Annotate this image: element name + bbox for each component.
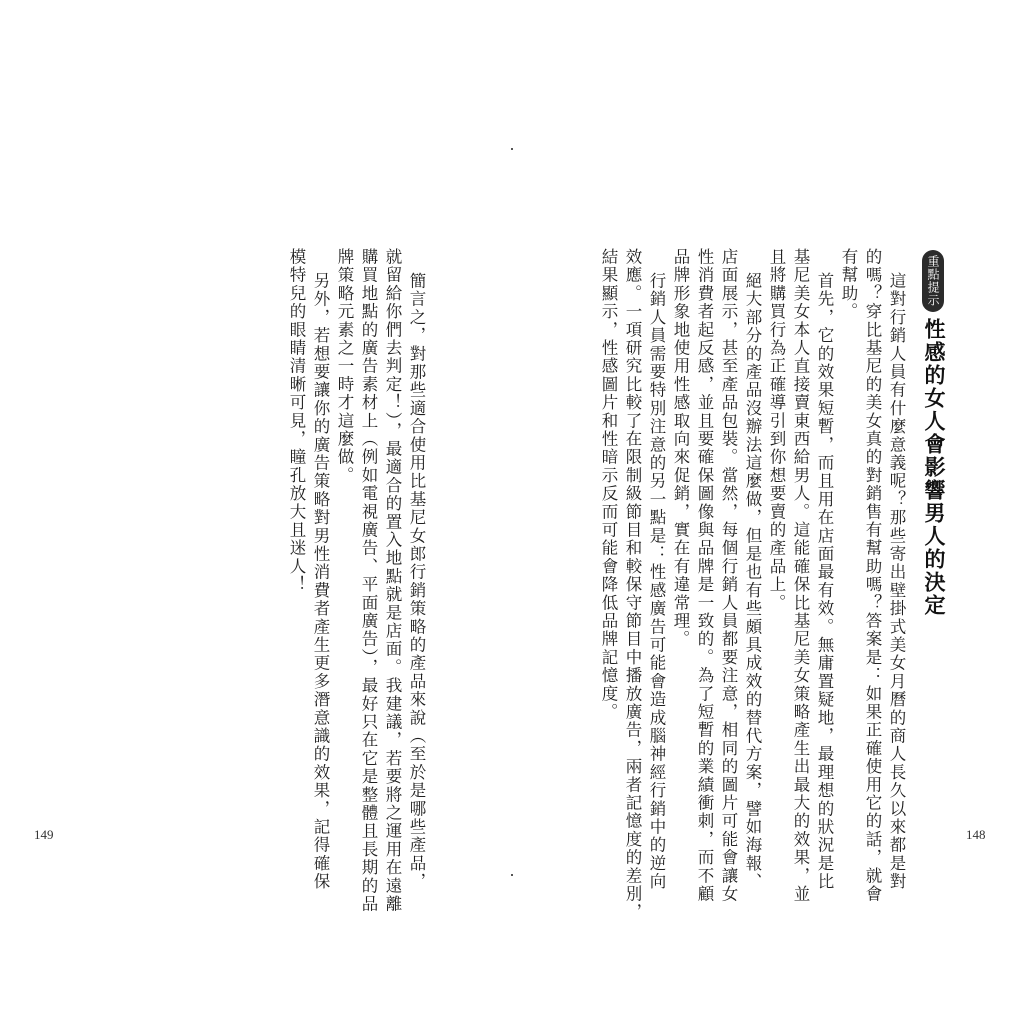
text-line: 購買地點的廣告素材上（例如電視廣告、平面廣告），最好只在它是整體且長期的品: [359, 248, 378, 914]
text-line: 且將購買行為正確導引到你想要賣的產品上。: [767, 248, 786, 612]
text-line: 有幫助。: [839, 248, 858, 321]
text-line: 另外，若想要讓你的廣告策略對男性消費者產生更多潛意識的效果，記得確保: [311, 272, 330, 891]
text-line: 就留給你們去判定！），最適合的置入地點就是店面。我建議，若要將之運用在遠離: [383, 248, 402, 914]
print-mark: [511, 148, 513, 150]
text-line: 行銷人員需要特別注意的另一點是：性感廣告可能會造成腦神經行銷中的逆向: [647, 272, 666, 891]
section-heading: [920, 250, 952, 617]
print-mark: [511, 874, 513, 876]
text-line: 絕大部分的產品沒辦法這麼做，但是也有些頗具成效的替代方案，譬如海報、: [743, 272, 762, 891]
text-line: 效應。一項研究比較了在限制級節目和較保守節目中播放廣告，兩者記憶度的差別，: [623, 248, 642, 922]
text-line: 店面展示，甚至產品包裝。當然，每個行銷人員都要注意，相同的圖片可能會讓女: [719, 248, 738, 904]
text-line: 牌策略元素之一時才這麼做。: [335, 248, 354, 485]
text-line: 的嗎？穿比基尼的美女真的對銷售有幫助嗎？答案是：如果正確使用它的話，就會: [863, 248, 882, 904]
text-line: 模特兒的眼睛清晰可見，瞳孔放大且迷人！: [287, 248, 306, 594]
text-line: 品牌形象地使用性感取向來促銷，實在有違常理。: [671, 248, 690, 649]
page-number-left: 149: [34, 827, 54, 842]
text-line: 結果顯示，性感圖片和性暗示反而可能會降低品牌記憶度。: [599, 248, 618, 722]
text-line: 首先，它的效果短暫，而且用在店面最有效。無庸置疑地，最理想的狀況是比: [815, 272, 834, 891]
text-line: 性消費者起反感，並且要確保圖像與品牌是一致的。為了短暫的業績衝刺，而不顧: [695, 248, 714, 904]
text-line: 簡言之，對那些適合使用比基尼女郎行銷策略的產品來說（至於是哪些產品，: [407, 272, 426, 891]
section-title: 性感的女人會影響男人的決定: [922, 318, 947, 617]
text-line: 這對行銷人員有什麼意義呢？那些寄出壁掛式美女月曆的商人長久以來都是對: [887, 272, 906, 891]
text-line: 基尼美女本人直接賣東西給男人。這能確保比基尼美女策略產生出最大的效果，並: [791, 248, 810, 904]
page-number-right: 148: [966, 827, 986, 842]
key-point-badge: 重點提示: [922, 250, 944, 312]
